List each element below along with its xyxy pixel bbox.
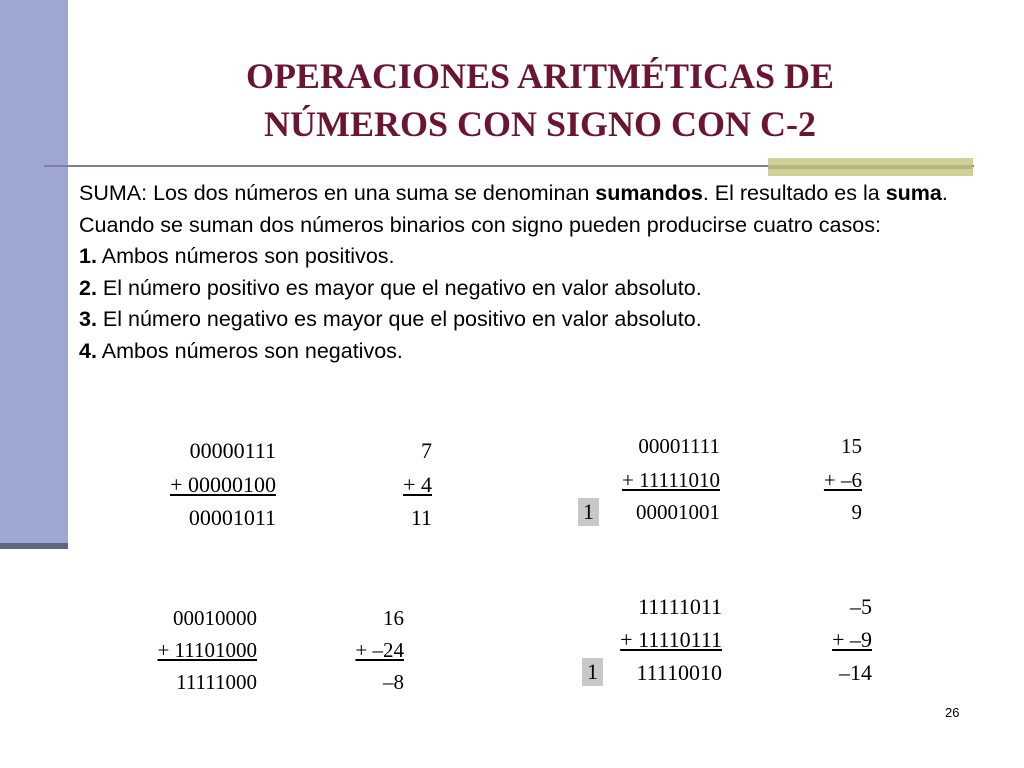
case-item-2 [79,273,1009,305]
intro-text-2: . El resultado es la [702,181,886,205]
binary-operand-a: 00010000 [173,606,257,630]
page-number: 26 [945,705,960,720]
slide-title [120,52,960,148]
case-number: 4. [79,338,97,363]
example-3-decimal [330,606,404,706]
slide-sidebar-shadow [0,543,68,549]
example-2-binary [590,434,720,534]
binary-result: 11110010 [636,660,722,685]
case-number: 1. [79,244,97,268]
decimal-operand-b: + –6 [823,468,862,492]
case-item-1 [79,241,1009,273]
decimal-result: –8 [383,670,404,694]
slide-title-line2: NÚMEROS CON SIGNO CON C-2 [263,104,817,144]
decimal-operand-b: + –24 [355,638,404,662]
binary-result: 11111000 [176,670,257,694]
binary-operand-b: + 11111010 [622,468,720,492]
case-number: 3. [79,307,97,331]
case-item-3 [79,304,1009,336]
decimal-result: 9 [851,500,862,524]
decimal-operand-b: + –9 [832,627,872,652]
case-text: Ambos números son positivos. [96,244,395,268]
case-item-4 [79,336,1009,368]
binary-operand-a: 00001111 [638,434,720,458]
decimal-result: 11 [410,505,432,530]
accent-block-decoration [768,158,973,176]
decimal-operand-a: 7 [421,438,432,463]
binary-operand-b: + 11110111 [620,627,722,652]
intro-term-suma: suma [885,181,942,205]
example-3-binary [125,606,257,706]
intro-paragraph [79,178,1009,241]
decimal-operand-b: + 4 [403,472,432,497]
case-text: Ambos números son negativos. [96,338,403,363]
intro-text-1: SUMA: Los dos números en una suma se denominan [79,181,596,205]
decimal-operand-a: 16 [383,606,404,630]
case-text: El número positivo es mayor que el negativo en valor absoluto. [96,275,702,300]
slide-sidebar-decoration [0,0,68,548]
decimal-operand-a: –5 [850,594,872,619]
example-2-decimal [800,434,862,534]
slide-body [79,178,1009,367]
binary-operand-a: 00000111 [189,438,276,463]
case-number: 2. [79,275,97,300]
binary-result: 00001011 [188,505,276,530]
carry-bit: 1 [578,498,599,526]
case-text: El número negativo es mayor que el positivo en valor absoluto. [96,307,702,331]
example-1-binary [130,438,276,538]
binary-operand-a: 11111011 [638,594,722,619]
binary-operand-b: + 11101000 [157,638,257,662]
intro-text-3: . Cuando se suman dos números binarios con signo pueden producirse cuatro casos: [79,181,948,237]
intro-term-sumandos: sumandos [595,181,703,205]
carry-bit: 1 [582,658,603,686]
binary-result: 00001001 [636,500,720,524]
example-4-decimal [810,594,872,694]
decimal-operand-a: 15 [841,434,862,458]
example-1-decimal [370,438,432,538]
slide-title-line1: OPERACIONES ARITMÉTICAS DE [245,56,835,96]
example-4-binary [590,594,722,694]
binary-operand-b: + 00000100 [170,472,276,497]
decimal-result: –14 [839,660,872,685]
